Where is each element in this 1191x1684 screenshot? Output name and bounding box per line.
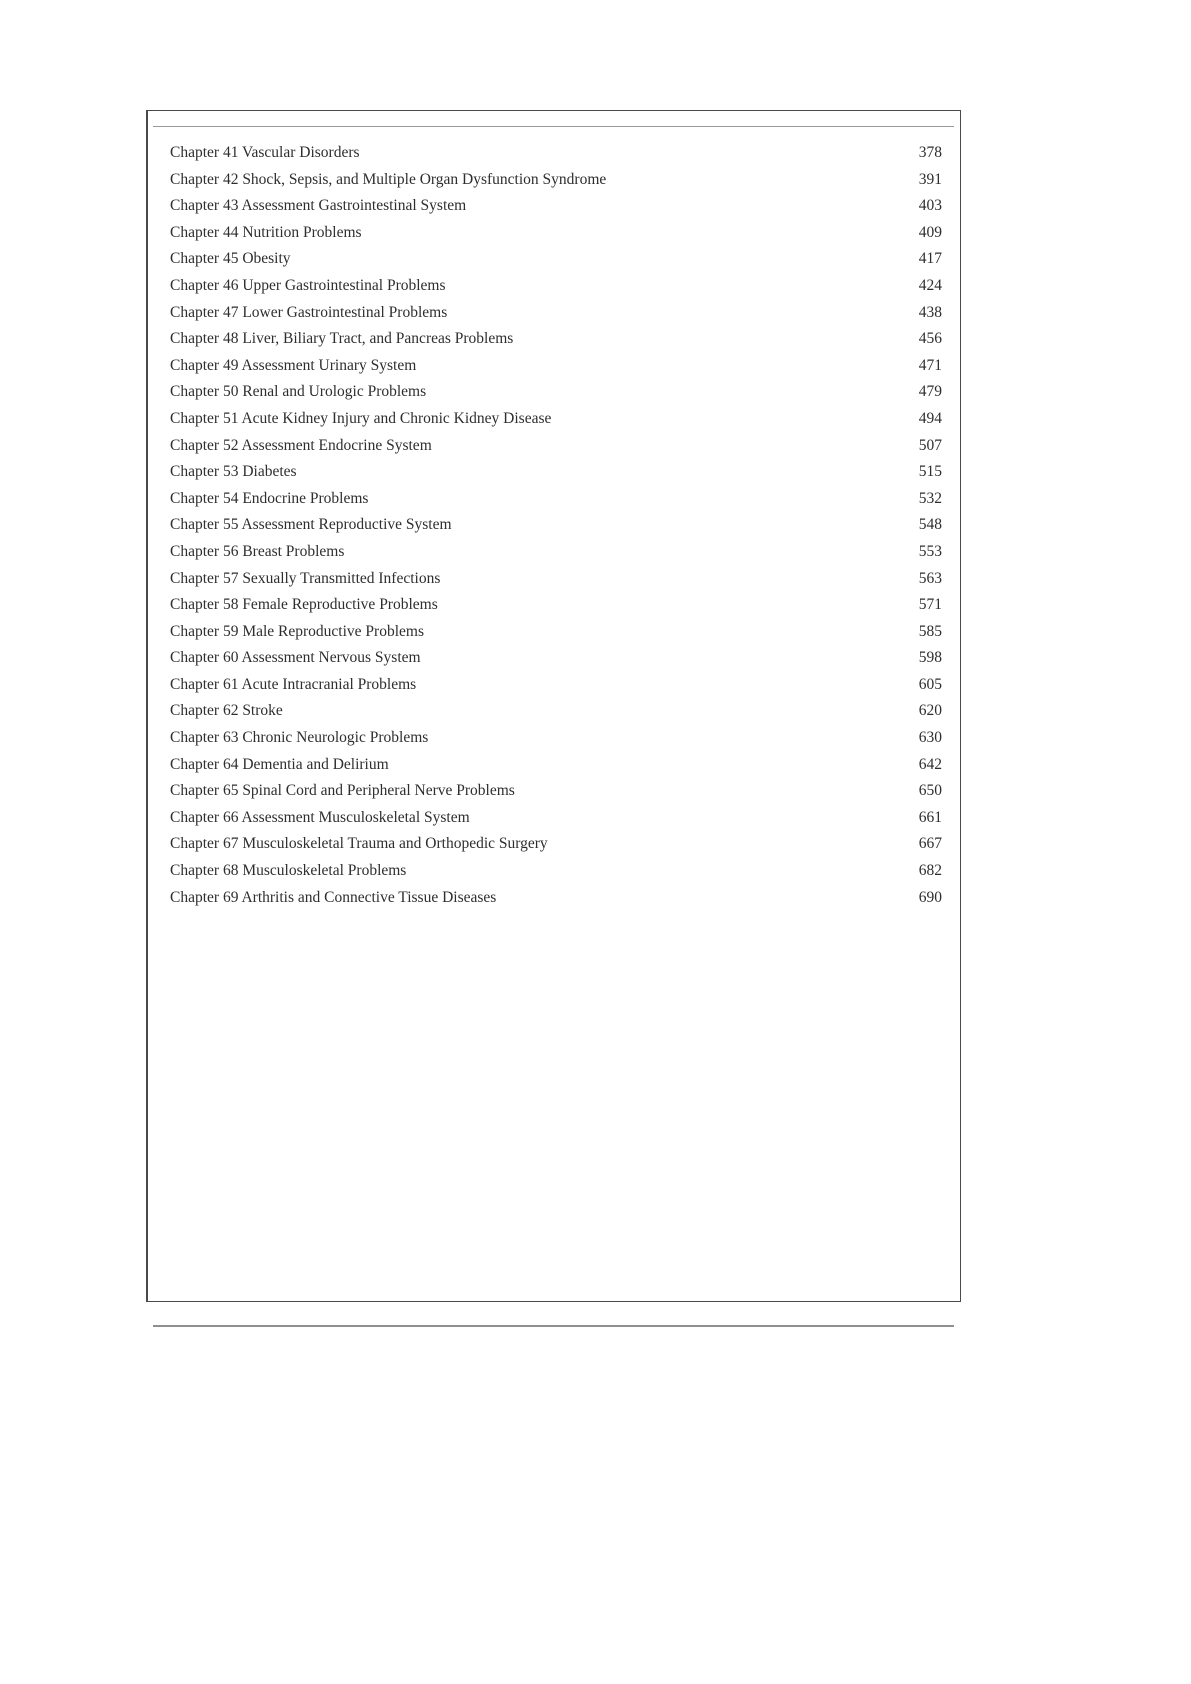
- toc-entry-title: Chapter 50 Renal and Urologic Problems: [170, 383, 427, 401]
- toc-entry-title: Chapter 46 Upper Gastrointestinal Problems: [170, 276, 446, 294]
- toc-entry-page: 532: [918, 489, 942, 507]
- toc-entry-title: Chapter 67 Musculoskeletal Trauma and Orthopedic Surgery: [170, 835, 548, 853]
- toc-entry-page: 494: [918, 409, 942, 427]
- toc-entry: [170, 619, 942, 646]
- toc-entry-page: 563: [918, 569, 942, 587]
- toc-entry: [170, 512, 942, 539]
- toc-entry-title: Chapter 66 Assessment Musculoskeletal System: [170, 808, 470, 826]
- toc-entry: [170, 379, 942, 406]
- bottom-divider-line: [153, 1325, 954, 1327]
- toc-entry-page: 548: [918, 516, 942, 534]
- toc-entry-title: Chapter 62 Stroke: [170, 702, 283, 720]
- toc-entry: [170, 167, 942, 194]
- toc-entry-page: 438: [918, 303, 942, 321]
- toc-entry-title: Chapter 57 Sexually Transmitted Infections: [170, 569, 441, 587]
- toc-entry-title: Chapter 45 Obesity: [170, 250, 291, 268]
- toc-entry-title: Chapter 65 Spinal Cord and Peripheral Nerve Problems: [170, 782, 515, 800]
- toc-entry: [170, 220, 942, 247]
- toc-entry-page: 585: [918, 622, 942, 640]
- toc-entry-page: 630: [918, 729, 942, 747]
- toc-entry-title: Chapter 69 Arthritis and Connective Tissue Diseases: [170, 888, 497, 906]
- toc-entry-page: 417: [918, 250, 942, 268]
- toc-entry-page: 667: [918, 835, 942, 853]
- toc-entry: [170, 246, 942, 273]
- toc-entry-title: Chapter 53 Diabetes: [170, 463, 297, 481]
- toc-entry: [170, 592, 942, 619]
- toc-entry-title: Chapter 43 Assessment Gastrointestinal System: [170, 197, 467, 215]
- toc-entry: [170, 752, 942, 779]
- toc-entry-title: Chapter 47 Lower Gastrointestinal Problems: [170, 303, 448, 321]
- toc-entry-page: 553: [918, 542, 942, 560]
- toc-entry: [170, 193, 942, 220]
- toc-entry-page: 605: [918, 675, 942, 693]
- toc-entry-page: 690: [918, 888, 942, 906]
- toc-entry-title: Chapter 64 Dementia and Delirium: [170, 755, 389, 773]
- toc-entry-page: 650: [918, 782, 942, 800]
- toc-entry: [170, 698, 942, 725]
- toc-entry-page: 571: [918, 596, 942, 614]
- toc-entry: [170, 672, 942, 699]
- toc-entry-page: 620: [918, 702, 942, 720]
- toc-entry-title: Chapter 56 Breast Problems: [170, 542, 345, 560]
- toc-entry-page: 598: [918, 649, 942, 667]
- toc-entry: [170, 486, 942, 513]
- toc-entry-title: Chapter 60 Assessment Nervous System: [170, 649, 421, 667]
- toc-entry-page: 642: [918, 755, 942, 773]
- toc-entry-title: Chapter 55 Assessment Reproductive System: [170, 516, 452, 534]
- toc-entry-title: Chapter 51 Acute Kidney Injury and Chronic Kidney Disease: [170, 409, 552, 427]
- top-divider-line: [153, 126, 954, 127]
- toc-entry-page: 479: [918, 383, 942, 401]
- toc-entry-title: Chapter 54 Endocrine Problems: [170, 489, 369, 507]
- toc-entry: [170, 406, 942, 433]
- toc-entry: [170, 566, 942, 593]
- toc-entry-title: Chapter 63 Chronic Neurologic Problems: [170, 729, 429, 747]
- toc-entry-title: Chapter 52 Assessment Endocrine System: [170, 436, 432, 454]
- toc-entry: [170, 645, 942, 672]
- toc-entry: [170, 433, 942, 460]
- toc-entry-title: Chapter 59 Male Reproductive Problems: [170, 622, 424, 640]
- toc-entry: [170, 725, 942, 752]
- toc-entry: [170, 805, 942, 832]
- toc-entry-title: Chapter 48 Liver, Biliary Tract, and Pancreas Problems: [170, 330, 514, 348]
- toc-entry-page: 424: [918, 276, 942, 294]
- toc-list: [170, 140, 942, 911]
- toc-entry-page: 515: [918, 463, 942, 481]
- toc-entry: [170, 831, 942, 858]
- toc-entry-title: Chapter 41 Vascular Disorders: [170, 144, 360, 161]
- toc-entry: [170, 459, 942, 486]
- toc-entry: [170, 539, 942, 566]
- toc-entry-page: 456: [918, 330, 942, 348]
- toc-entry: [170, 273, 942, 300]
- toc-entry: [170, 885, 942, 912]
- toc-entry-page: 391: [918, 170, 942, 188]
- toc-entry-title: Chapter 42 Shock, Sepsis, and Multiple Organ Dysfunction Syndrome: [170, 170, 607, 188]
- toc-entry-page: 378: [918, 144, 942, 161]
- toc-entry-page: 471: [918, 356, 942, 374]
- toc-entry: [170, 326, 942, 353]
- toc-entry: [170, 778, 942, 805]
- toc-entry: [170, 140, 942, 167]
- toc-entry-title: Chapter 58 Female Reproductive Problems: [170, 596, 438, 614]
- toc-entry-title: Chapter 68 Musculoskeletal Problems: [170, 862, 407, 880]
- toc-entry-page: 403: [918, 197, 942, 215]
- toc-entry: [170, 858, 942, 885]
- toc-entry: [170, 353, 942, 380]
- toc-entry-page: 661: [918, 808, 942, 826]
- toc-entry-page: 409: [918, 223, 942, 241]
- toc-entry-page: 682: [918, 862, 942, 880]
- toc-entry-page: 507: [918, 436, 942, 454]
- toc-entry-title: Chapter 44 Nutrition Problems: [170, 223, 362, 241]
- toc-entry-title: Chapter 61 Acute Intracranial Problems: [170, 675, 417, 693]
- toc-entry-title: Chapter 49 Assessment Urinary System: [170, 356, 417, 374]
- toc-entry: [170, 300, 942, 327]
